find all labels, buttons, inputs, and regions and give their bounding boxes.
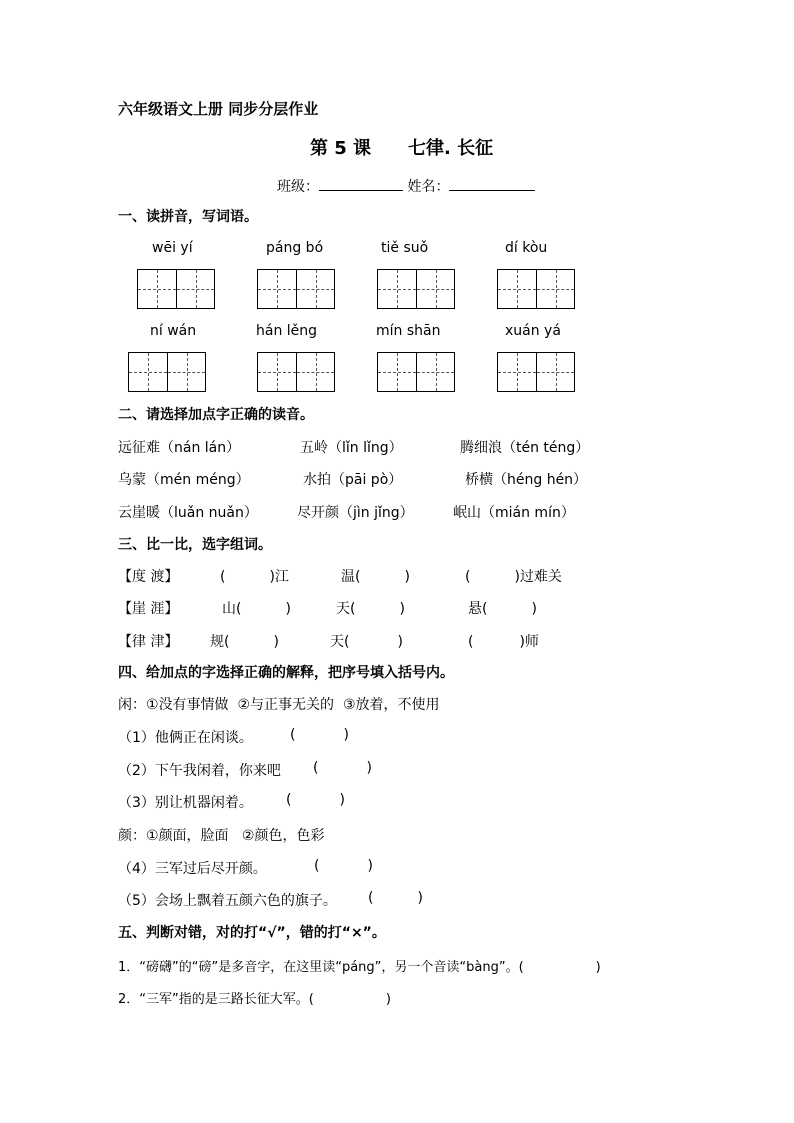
judge-question-2[interactable]: 2．“三军”指的是三路长征大军。( ) <box>118 992 391 1007</box>
fill-blank[interactable]: 天( ) <box>330 634 403 650</box>
fill-blank[interactable]: ( )江 <box>220 569 289 585</box>
question-5: （5）会场上飘着五颜六色的旗子。 <box>118 893 337 909</box>
reading-item: 远征难（nán lán） <box>118 440 241 456</box>
pinyin-label: ní wán <box>150 323 197 339</box>
section1-heading: 一、读拼音，写词语。 <box>118 209 258 225</box>
fill-blank[interactable]: ( )过难关 <box>465 569 562 585</box>
question-4: （4）三军过后尽开颜。 <box>118 861 267 877</box>
pinyin-label: xuán yá <box>505 323 561 339</box>
pinyin-label: mín shān <box>376 323 441 339</box>
name-blank[interactable] <box>449 176 535 191</box>
writing-grid[interactable] <box>137 269 215 309</box>
question-3: （3）别让机器闲着。 <box>118 795 253 811</box>
yan-definitions: 颜：①颜面，脸面 ②颜色，色彩 <box>118 828 325 844</box>
lesson-number: 第 5 课 <box>310 138 372 159</box>
writing-grid[interactable] <box>128 352 206 392</box>
section5-heading: 五、判断对错，对的打“√”，错的打“×”。 <box>118 925 386 941</box>
fill-blank[interactable]: 温( ) <box>341 569 410 585</box>
name-label: 姓名： <box>407 179 450 195</box>
reading-item: 岷山（mián mín） <box>453 505 575 521</box>
section2-heading: 二、请选择加点字正确的读音。 <box>118 407 314 423</box>
reading-item: 尽开颜（jìn jǐng） <box>297 505 414 521</box>
answer-blank[interactable]: ( ) <box>368 890 423 906</box>
reading-item: 水拍（pāi pò） <box>303 472 403 488</box>
char-pair-label: 【度 渡】 <box>118 569 179 585</box>
pinyin-label: hán lěng <box>256 323 318 339</box>
pinyin-label: páng bó <box>266 240 324 256</box>
section4-heading: 四、给加点的字选择正确的解释，把序号填入括号内。 <box>118 665 454 681</box>
reading-item: 乌蒙（mén méng） <box>118 472 250 488</box>
page-title: 七律. 长征 <box>408 138 494 159</box>
grade-line: 六年级语文上册 同步分层作业 <box>118 100 319 118</box>
writing-grid[interactable] <box>257 269 335 309</box>
fill-blank[interactable]: 山( ) <box>222 601 291 617</box>
fill-blank[interactable]: 规( ) <box>210 634 279 650</box>
writing-grid[interactable] <box>257 352 335 392</box>
class-label: 班级： <box>277 179 319 195</box>
fill-blank[interactable]: 悬( ) <box>468 601 537 617</box>
writing-grid[interactable] <box>377 269 455 309</box>
answer-blank[interactable]: ( ) <box>314 858 373 874</box>
writing-grid[interactable] <box>377 352 455 392</box>
reading-item: 云崖暖（luǎn nuǎn） <box>118 505 258 521</box>
writing-grid[interactable] <box>497 269 575 309</box>
pinyin-label: tiě suǒ <box>381 240 429 256</box>
pinyin-label: dí kòu <box>505 240 548 256</box>
writing-grid[interactable] <box>497 352 575 392</box>
answer-blank[interactable]: ( ) <box>313 760 372 776</box>
fill-blank[interactable]: ( )师 <box>468 634 539 650</box>
class-field[interactable] <box>277 176 535 196</box>
answer-blank[interactable]: ( ) <box>286 792 345 808</box>
reading-item: 五岭（lǐn lǐng） <box>300 440 403 456</box>
char-pair-label: 【律 津】 <box>118 634 179 650</box>
answer-blank[interactable]: ( ) <box>290 727 349 743</box>
fill-blank[interactable]: 天( ) <box>336 601 405 617</box>
section3-heading: 三、比一比，选字组词。 <box>118 537 272 553</box>
xian-definitions: 闲：①没有事情做 ②与正事无关的 ③放着，不使用 <box>118 697 440 713</box>
reading-item: 桥横（héng hén） <box>465 472 588 488</box>
pinyin-label: wēi yí <box>152 240 193 256</box>
class-blank[interactable] <box>319 176 403 191</box>
question-1: （1）他俩正在闲谈。 <box>118 730 253 746</box>
judge-question-1[interactable]: 1．“磅礴”的“磅”是多音字，在这里读“páng”，另一个音读“bàng”。( ) <box>118 960 601 975</box>
reading-item: 腾细浪（tén téng） <box>460 440 590 456</box>
question-2: （2）下午我闲着，你来吧 <box>118 763 281 779</box>
char-pair-label: 【崖 涯】 <box>118 601 179 617</box>
